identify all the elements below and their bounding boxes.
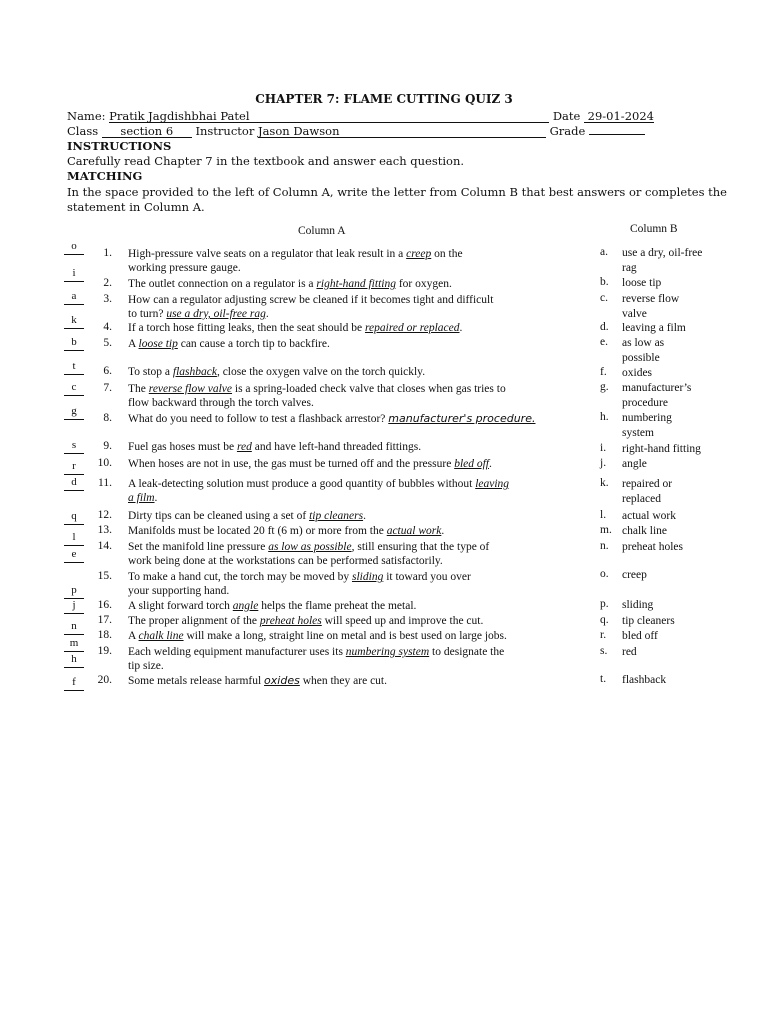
option-text [622,524,667,539]
option-letter: k. [600,477,609,489]
answer-text: angle [232,600,259,612]
question-prefix: Each welding equipment manufacturer uses its [128,646,346,658]
question-text [128,277,452,291]
option-letter: b. [600,276,609,288]
option-text [622,645,637,660]
option-text [622,321,686,336]
question-prefix: A [128,338,139,350]
question-suffix: . [489,458,492,470]
option-text [622,381,691,411]
question-text [128,321,462,335]
answer-blank[interactable]: l [64,531,84,546]
option-text [622,366,652,381]
answer-text: as low as possible [268,541,352,553]
answer-blank[interactable]: r [64,460,84,475]
question-text [128,629,507,643]
question-text [128,382,506,410]
question-prefix: Dirty tips can be cleaned using a set of [128,510,310,522]
question-number: 11. [98,477,112,489]
question-prefix: Some metals release harmful [128,675,265,687]
answer-text: red [236,441,252,453]
date-value: 29-01-2024 [587,109,654,123]
question-prefix: What do you need to follow to test a flashback arrestor? [128,413,389,425]
question-suffix: . [459,322,463,334]
question-suffix: it toward you over [383,571,471,583]
answer-blank[interactable]: p [64,584,84,599]
question-continuation: to turn? [128,308,167,320]
answer-text: preheat holes [259,615,322,627]
matching-heading: MATCHING [67,169,143,183]
option-line: tip cleaners [622,615,675,627]
option-line: replaced [622,493,661,505]
question-continuation: work being done at the workstations can be performed satisfactorily. [128,555,443,567]
question-suffix: will speed up and improve the cut. [321,615,484,627]
question-number: 10. [97,457,112,469]
option-text [622,411,672,441]
instructions-text: Carefully read Chapter 7 in the textbook and answer each question. [67,154,465,168]
question-suffix: helps the flame preheat the metal. [258,600,417,612]
question-suffix: can cause a torch tip to backfire. [177,338,330,350]
question-text [128,337,330,351]
question-prefix: A [128,630,139,642]
name-label: Name: [67,109,106,123]
question-continuation: your supporting hand. [128,585,230,597]
question-continuation: working pressure gauge. [128,262,241,274]
option-line: flashback [622,674,667,686]
option-text [622,629,658,644]
matching-text-2: statement in Column A. [67,200,205,214]
option-letter: l. [600,509,607,521]
question-prefix: When hoses are not in use, the gas must be turned off and the pressure [128,458,455,470]
question-suffix: . [441,525,445,537]
option-line: leaving a film [622,322,686,334]
question-text [128,524,444,538]
answer-text: flashback [172,366,217,378]
answer-text: tip cleaners [309,510,364,522]
question-number: 18. [97,629,112,641]
name-field[interactable] [109,110,549,123]
question-prefix: Manifolds must be located 20 ft (6 m) or more from the [128,525,387,537]
date-label: Date [552,109,581,123]
option-text [622,673,666,688]
question-prefix: Fuel gas hoses must be [128,441,237,453]
question-number: 12. [97,509,112,521]
option-letter: p. [600,598,609,610]
answer-blank[interactable]: a [64,290,84,305]
question-text [128,540,489,568]
answer-blank[interactable]: d [64,476,84,491]
grade-field[interactable] [589,134,645,135]
option-line: system [622,427,654,439]
option-letter: s. [600,645,608,657]
answer-text: bled off [454,458,490,470]
answer-text: leaving [475,478,510,490]
option-letter: h. [600,411,609,423]
answer-text: repaired or replaced [364,322,460,334]
answer-blank[interactable]: g [64,405,84,420]
question-prefix: High-pressure valve seats on a regulator that leak result in a [128,248,407,260]
question-number: 1. [103,247,112,259]
question-suffix: and have left-hand threaded fittings. [251,441,422,453]
option-line: loose tip [622,277,662,289]
option-line: angle [622,458,647,470]
option-letter: r. [600,629,607,641]
question-text [128,509,366,523]
name-row [67,109,654,123]
option-line: bled off [622,630,658,642]
name-value: Pratik Jagdishbhai Patel [109,109,250,123]
option-text [622,540,683,555]
answer-blank[interactable]: b [64,336,84,351]
option-text [622,246,702,276]
option-line: sliding [622,599,654,611]
answer-blank[interactable]: h [64,653,84,668]
question-suffix: . [265,308,269,320]
option-text [622,598,653,613]
option-text [622,336,664,366]
option-letter: c. [600,292,608,304]
answer-blank[interactable]: o [64,240,84,255]
option-letter: g. [600,381,609,393]
answer-blank[interactable]: f [64,676,84,691]
question-text [128,570,471,598]
column-a-heading: Column A [298,225,346,237]
option-line: rag [622,262,637,274]
class-row [67,124,645,138]
answer-text: oxides [264,674,300,687]
instructor-field[interactable] [258,125,546,138]
question-text [128,247,463,275]
answer-text: right-hand fitting [316,278,396,290]
question-prefix: The proper alignment of the [128,615,260,627]
question-text [128,599,416,613]
option-text [622,457,647,472]
matching-text-1: In the space provided to the left of Column A, write the letter from Column B that best answers or completes the [67,185,727,199]
option-line: creep [622,569,647,581]
question-number: 13. [97,524,112,536]
question-suffix: will make a long, straight line on metal and is best used on large jobs. [183,630,507,642]
answer-blank[interactable]: q [64,510,84,525]
question-prefix: The outlet connection on a regulator is a [128,278,317,290]
question-prefix: The [128,383,149,395]
option-text [622,442,701,457]
question-suffix: when they are cut. [299,675,387,687]
question-prefix: To stop a [128,366,173,378]
question-number: 5. [103,337,112,349]
answer-blank[interactable]: k [64,314,84,329]
question-text [128,645,504,673]
option-line: valve [622,308,647,320]
question-number: 14. [97,540,112,552]
date-field[interactable] [584,110,654,123]
option-letter: e. [600,336,608,348]
option-text [622,614,675,629]
answer-blank[interactable]: c [64,381,84,396]
instructor-label: Instructor [195,124,255,138]
question-number: 19. [97,645,112,657]
option-line: repaired or [622,478,673,490]
instructions-heading: INSTRUCTIONS [67,139,172,153]
option-text [622,276,661,291]
question-number: 2. [103,277,112,289]
question-number: 15. [97,570,112,582]
option-letter: d. [600,321,609,333]
question-continuation: flow backward through the torch valves. [128,397,314,409]
option-line: right-hand fitting [622,443,701,455]
option-text [622,292,679,322]
question-text [128,477,509,505]
option-letter: o. [600,568,609,580]
option-letter: t. [600,673,607,685]
question-prefix: A slight forward torch [128,600,233,612]
question-number: 6. [103,365,112,377]
answer-text: a film [128,492,155,504]
question-number: 16. [97,599,112,611]
option-letter: a. [600,246,608,258]
option-letter: q. [600,614,609,626]
question-suffix: . [531,412,536,425]
question-suffix: , still ensuring that the type of [351,541,490,553]
question-suffix: , close the oxygen valve on the torch quickly. [216,366,426,378]
answer-blank[interactable]: m [64,637,84,652]
question-number: 9. [103,440,112,452]
question-text [128,457,492,471]
answer-text: sliding [352,571,384,583]
option-letter: m. [600,524,612,536]
answer-text: creep [406,248,432,260]
option-line: red [622,646,637,658]
answer-blank[interactable]: i [64,267,84,282]
answer-text: numbering system [345,646,430,658]
class-field[interactable] [102,125,192,138]
option-text [622,568,647,583]
answer-text: chalk line [138,630,184,642]
question-text [128,412,535,426]
question-text [128,293,493,321]
option-letter: i. [600,442,607,454]
question-prefix: How can a regulator adjusting screw be cleaned if it becomes tight and difficult [128,294,494,306]
instructor-value: Jason Dawson [257,124,340,138]
question-suffix: is a spring-loaded check valve that closes when gas tries to [232,383,506,395]
option-letter: n. [600,540,609,552]
question-suffix: for oxygen. [395,278,452,290]
question-number: 3. [103,293,112,305]
answer-blank[interactable]: j [64,599,84,614]
question-text [128,674,387,688]
option-letter: j. [600,457,607,469]
answer-text: use a dry, oil-free rag [166,308,266,320]
question-number: 7. [103,382,112,394]
question-text [128,365,425,379]
answer-blank[interactable]: e [64,548,84,563]
question-prefix: To make a hand cut, the torch may be moved by [128,571,353,583]
answer-text: reverse flow valve [148,383,233,395]
option-text [622,477,672,507]
question-number: 20. [97,674,112,686]
option-line: numbering [622,412,672,424]
grade-label: Grade [549,124,586,138]
question-prefix: A leak-detecting solution must produce a good quantity of bubbles without [128,478,476,490]
column-b-heading: Column B [630,223,678,235]
option-line: manufacturer’s [622,382,692,394]
question-number: 17. [97,614,112,626]
question-text [128,614,483,628]
question-prefix: Set the manifold line pressure [128,541,269,553]
question-continuation: tip size. [128,660,164,672]
option-line: actual work [622,510,676,522]
option-line: preheat holes [622,541,683,553]
option-line: reverse flow [622,293,680,305]
question-suffix: to designate the [429,646,505,658]
question-suffix: . [154,492,158,504]
option-line: procedure [622,397,668,409]
answer-blank[interactable]: n [64,620,84,635]
question-suffix: . [363,510,366,522]
answer-text: manufacturer's procedure [388,412,532,425]
option-line: oxides [622,367,653,379]
option-line: use a dry, oil-free [622,247,703,259]
option-text [622,509,676,524]
class-label: Class [67,124,99,138]
option-letter: f. [600,366,607,378]
question-prefix: If a torch hose fitting leaks, then the seat should be [128,322,365,334]
answer-blank[interactable]: s [64,439,84,454]
answer-text: actual work [386,525,442,537]
question-number: 8. [103,412,112,424]
answer-text: loose tip [138,338,178,350]
class-value: section 6 [120,124,174,138]
question-number: 4. [103,321,112,333]
answer-blank[interactable]: t [64,360,84,375]
option-line: as low as [622,337,665,349]
question-suffix: on the [431,248,463,260]
option-line: possible [622,352,660,364]
question-text [128,440,421,454]
page-title: CHAPTER 7: FLAME CUTTING QUIZ 3 [255,92,513,106]
option-line: chalk line [622,525,668,537]
